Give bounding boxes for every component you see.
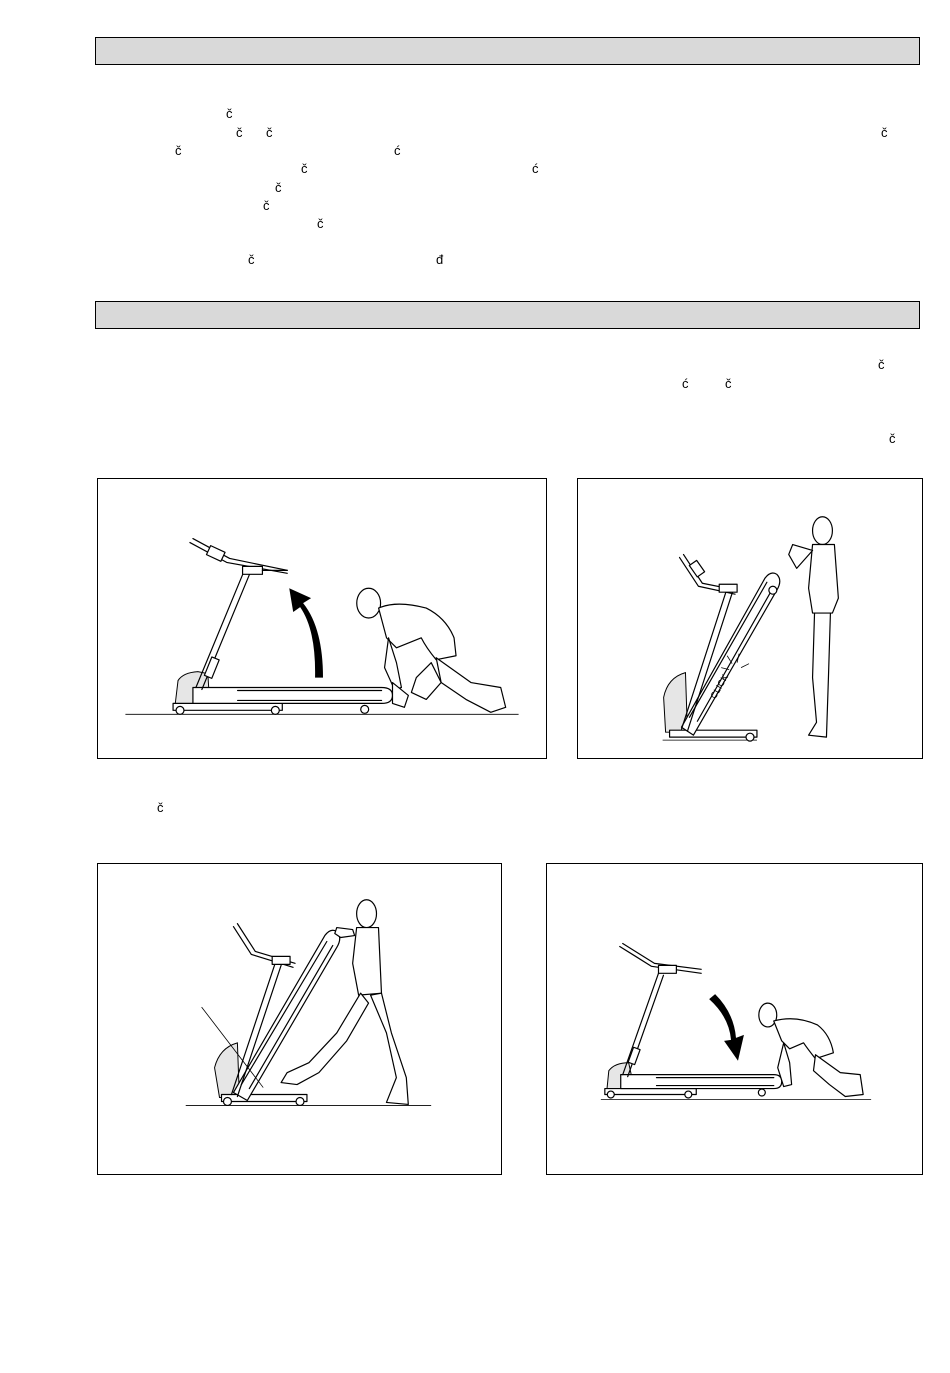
text-glyph: ć <box>532 161 539 176</box>
text-glyph: č <box>175 143 182 158</box>
text-glyph: č <box>878 357 885 372</box>
click-label: CLICK <box>708 672 731 701</box>
text-glyph: ć <box>682 376 689 391</box>
text-glyph: č <box>236 125 243 140</box>
text-glyph: č <box>725 376 732 391</box>
figure-3-release-latch <box>97 863 502 1175</box>
text-glyph: č <box>275 180 282 195</box>
treadmill-lower-illustration <box>547 864 922 1174</box>
treadmill-lift-illustration <box>98 479 546 758</box>
text-glyph: č <box>226 106 233 121</box>
text-glyph: č <box>266 125 273 140</box>
text-glyph: č <box>157 800 164 815</box>
text-glyph: č <box>263 198 270 213</box>
figure-2-upright-click <box>577 478 923 759</box>
treadmill-release-illustration <box>98 864 501 1174</box>
figure-1-lift-deck <box>97 478 547 759</box>
text-glyph: đ <box>436 252 444 267</box>
text-glyph: č <box>889 431 896 446</box>
section-2-header <box>95 301 920 329</box>
text-glyph: ć <box>394 143 401 158</box>
text-glyph: č <box>301 161 308 176</box>
figure-4-lower-deck <box>546 863 923 1175</box>
text-glyph: č <box>881 125 888 140</box>
text-glyph: č <box>317 216 324 231</box>
section-1-header <box>95 37 920 65</box>
text-glyph: č <box>248 252 255 267</box>
treadmill-upright-illustration <box>578 479 922 758</box>
